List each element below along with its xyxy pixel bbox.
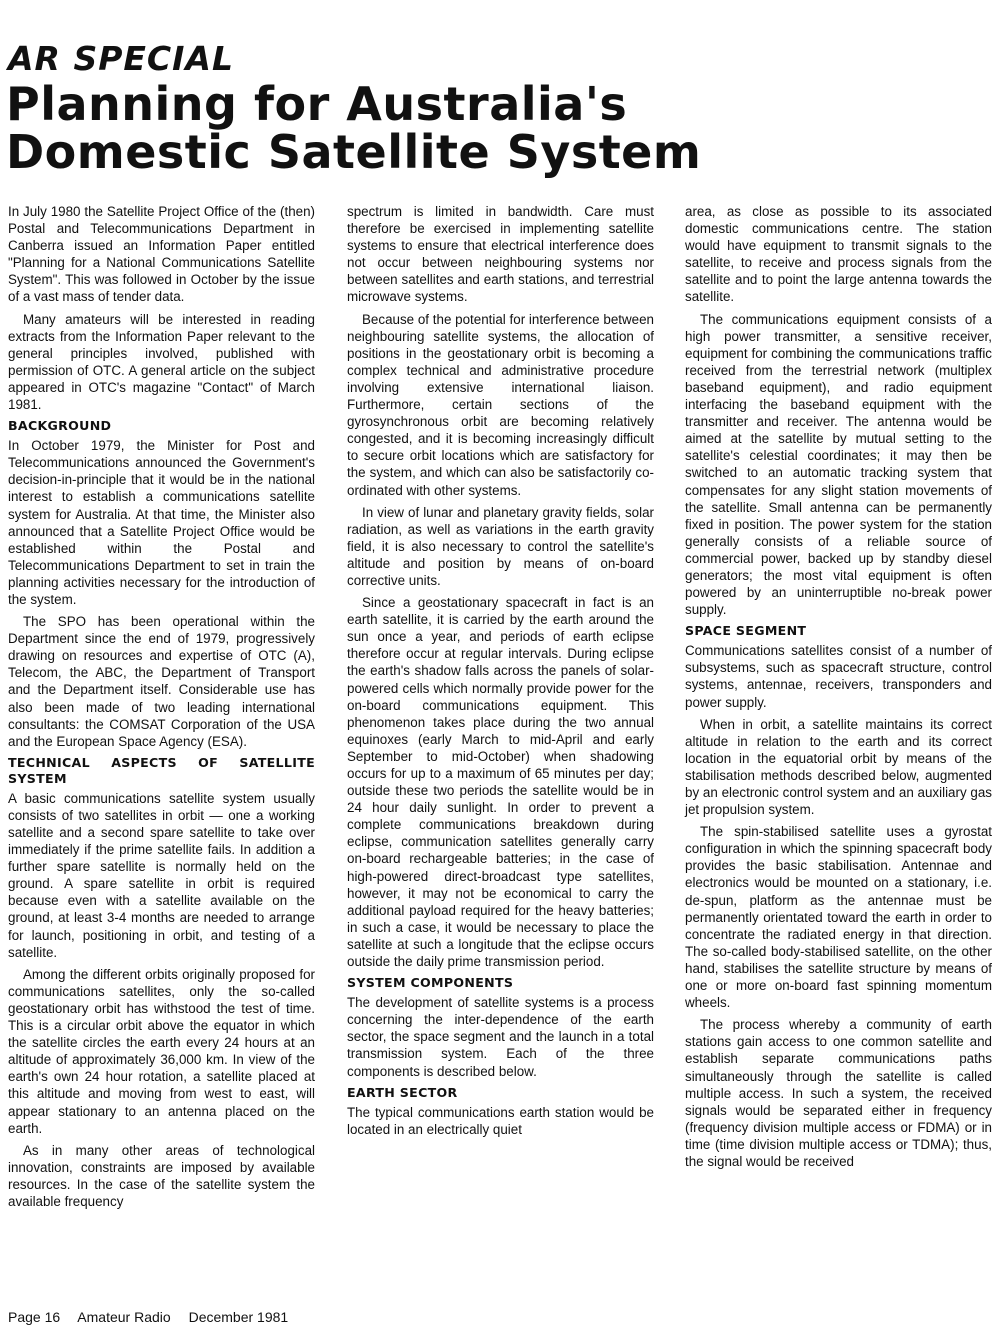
paragraph: In view of lunar and planetary gravity fields, solar radiation, as well as variations in the earth gravity field, it is also necessary to control the satellite's altitude and position by means of on-board corrective units. [347, 504, 654, 588]
paragraph: spectrum is limited in bandwidth. Care must therefore be exercised in implementing satellite systems to ensure that electrical interference does not occur between neighbouring systems nor between satellites and earth stations, and terrestrial microwave systems. [347, 204, 654, 305]
paragraph: Communications satellites consist of a number of subsystems, such as spacecraft structure, control systems, antennae, receivers, transponders and power supply. [685, 643, 992, 710]
paragraph: In October 1979, the Minister for Post and Telecommunications announced the Government's decision-in-principle that it would be in the national interest to establish a communications satellite system for Australia. At that time, the Minister also announced that a Satellite Project Office would be established within the Postal and Telecommunications Department to set in train the planning activities necessary for the introduction of the system. [8, 438, 315, 607]
paragraph: A basic communications satellite system usually consists of two satellites in orbit — one a working satellite and a second spare satellite to take over immediately if the prime satellite fails. In addition a further spare satellite is normally held on the ground. A spare satellite in orbit is required because even with a satellite available on the ground, at least 3-4 months are needed to arrange for launch, positioning in orbit, and testing of a satellite. [8, 790, 315, 960]
paragraph: area, as close as possible to its associated domestic communications centre. The station would have equipment to transmit signals to the satellite, to receive and process signals from the satellite and to point the large antenna towards the satellite. [685, 204, 992, 305]
paragraph: As in many other areas of technological innovation, constraints are imposed by available resources. In the case of the satellite system the available frequency [8, 1142, 315, 1209]
section-heading-space: SPACE SEGMENT [685, 623, 807, 639]
column-2 [347, 203, 654, 1143]
kicker: AR SPECIAL [8, 39, 234, 78]
headline [6, 77, 702, 179]
paragraph: The typical communications earth station would be located in an electrically quiet [347, 1104, 654, 1137]
section-heading-system: SYSTEM COMPONENTS [347, 975, 514, 991]
column-1 [8, 203, 315, 1215]
magazine-name: Amateur Radio [77, 1309, 171, 1325]
headline-line-1: Planning for Australia's [6, 77, 628, 131]
paragraph: When in orbit, a satellite maintains its correct altitude in relation to the earth and its correct location in the equatorial orbit by means of the stabilisation methods described below, augmented by an electronic control system and an auxiliary gas jet propulsion system. [685, 716, 992, 818]
paragraph: Many amateurs will be interested in reading extracts from the Information Paper relevant to the general principles involved, published with permission of OTC. A general article on the subject appeared in OTC's magazine "Contact" of March 1981. [8, 311, 315, 413]
page-number: Page 16 [8, 1309, 61, 1325]
paragraph: The communications equipment consists of a high power transmitter, a sensitive receiver, equipment for combining the communications traffic received from the terrestrial network (multiplex baseband equipment), and radio equipment interfacing the baseband equipment with the transmitter and receiver. The antenna would be aimed at the satellite by mutual setting to the satellite's celestial coordinates; it may then be switched to an automatic tracking system that compensates for any slight station movements of the satellite. Small antenna can be permanently fixed in position. The power system for the station generally consists of a reliable source of commercial power, backed up by standby diesel generators; the most vital equipment is often powered by an uninterruptible no-break power supply. [685, 311, 992, 618]
section-heading-technical: TECHNICAL ASPECTS OF SATELLITE SYSTEM [8, 754, 315, 786]
headline-line-2: Domestic Satellite System [6, 125, 702, 179]
paragraph: The spin-stabilised satellite uses a gyrostat configuration in which the spinning spacecraft body provides the basic stabilisation. Antennae and electronics would be mounted on a stationary, i.e. de-spun, platform as the antennae must be permanently orientated toward the earth in order to concentrate the radiated energy in that direction. The so-called body-stabilised satellite, on the other hand, stabilises the satellite structure by means of one or more on-board fast spinning momentum wheels. [685, 824, 992, 1011]
column-3 [685, 203, 992, 1175]
paragraph: In July 1980 the Satellite Project Office of the (then) Postal and Telecommunications Department in Canberra issued an Information Paper entitled "Planning for a National Communications Satellite System". This was followed in October by the issue of a vast mass of tender data. [8, 204, 315, 305]
paragraph: Since a geostationary spacecraft in fact is an earth satellite, it is carried by the earth around the sun once a year, and periods of earth eclipse therefore occur at regular intervals. During eclipse the earth's shadow falls across the panels of solar-powered cells which normally provide power for the on-board communications equipment. This phenomenon takes place during the two annual equinoxes (early March to mid-April and early September to mid-October) when shadowing occurs for up to a maximum of 65 minutes per day; outside these two periods the satellite would be in 24 hour daily sunlight. In order to prevent a complete communications breakdown during eclipse, communication satellites generally carry on-board rechargeable batteries; in the case of high-powered direct-broadcast type satellites, however, it may not be economical to carry the additional payload required for the heavy batteries; in such a case, it would be necessary to place the satellite at such a longitude that the eclipse occurs outside the daily prime transmission period. [347, 595, 654, 970]
paragraph: Because of the potential for interference between neighbouring satellite systems, the allocation of positions in the geostationary orbit is becoming a complex technical and administrative procedure involving extensive international liaison. Furthermore, certain sections of the gyrosynchronous orbit are becoming relatively congested, and it is becoming increasingly difficult to secure orbit locations which are satisfactory for the system, and which can also be satisfactorily co-ordinated with other systems. [347, 311, 654, 498]
section-heading-background: BACKGROUND [8, 418, 112, 434]
paragraph: The SPO has been operational within the Department since the end of 1979, progressively drawing on resources and expertise of OTC (A), Telecom, the ABC, the Department of Transport and the Department itself. Considerable use has also been made of two leading international consultants: the COMSAT Corporation of the USA and the European Space Agency (ESA). [8, 614, 315, 749]
paragraph: The development of satellite systems is a process concerning the inter-dependence of the earth sector, the space segment and the launch in a total transmission system. Each of the three components is described below. [347, 995, 654, 1079]
issue-date: December 1981 [188, 1309, 289, 1325]
paragraph: Among the different orbits originally proposed for communications satellites, only the so-called geostationary orbit has withstood the test of time. This is a circular orbit above the equator in which the satellite circles the earth every 24 hours at an altitude of approximately 36,000 km. In view of the earth's own 24 hour rotation, a satellite placed at this altitude and moving from west to east, will appear stationary to an antenna placed on the earth. [8, 966, 315, 1136]
section-heading-earth: EARTH SECTOR [347, 1084, 458, 1100]
paragraph: The process whereby a community of earth stations gain access to one common satellite and establish separate communications paths simultaneously through the satellite is called multiple access. In such a system, the received signals would be separated either in frequency (frequency division multiple access or FDMA) or in time (time division multiple access or TDMA); thus, the signal would be received [685, 1017, 992, 1169]
page-footer [8, 1309, 302, 1325]
